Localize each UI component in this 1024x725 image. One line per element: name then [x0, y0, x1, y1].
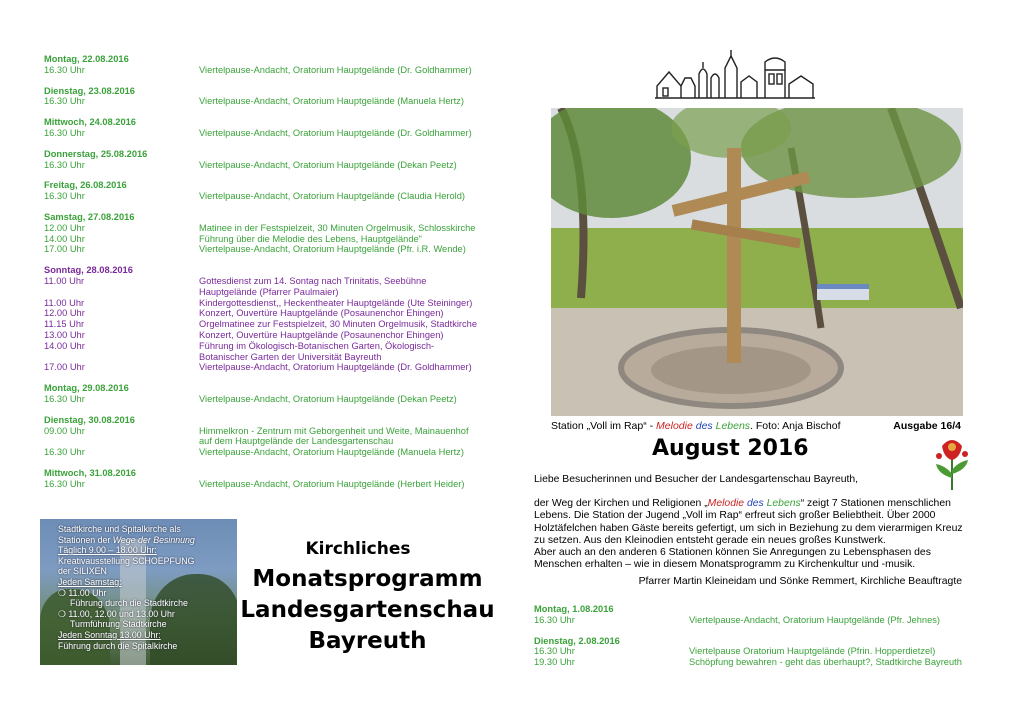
- event-time: 14.00 Uhr: [44, 233, 85, 244]
- event-row: [44, 362, 504, 373]
- day-date: Montag, 1.08.2016: [534, 604, 614, 614]
- event-row: [44, 447, 504, 458]
- event-row: [44, 436, 504, 447]
- event-time: 17.00 Uhr: [44, 244, 85, 255]
- day-date: Freitag, 26.08.2016: [44, 180, 127, 191]
- day-date: Dienstag, 23.08.2016: [44, 85, 135, 96]
- event-row: [44, 96, 504, 107]
- event-description: Viertelpause-Andacht, Oratorium Hauptgelände (Manuela Hertz): [199, 96, 464, 107]
- event-description: Konzert, Ouvertüre Hauptgelände (Posaunenchor Ehingen): [199, 329, 444, 340]
- event-description: Viertelpause-Andacht, Oratorium Hauptgelände (Dr. Goldhammer): [199, 362, 472, 373]
- event-row: [44, 276, 504, 287]
- station-photo: [551, 108, 963, 416]
- event-description: Führung über die Melodie des Lebens, Hauptgelände": [199, 233, 422, 244]
- event-row: [44, 160, 504, 171]
- event-description: Viertelpause-Andacht, Oratorium Hauptgelände (Dr. Goldhammer): [199, 127, 472, 138]
- info-line: Führung durch die Stadtkirche: [70, 598, 188, 609]
- event-description: Kindergottesdienst,, Heckentheater Hauptgelände (Ute Steininger): [199, 297, 473, 308]
- month-title: August 2016: [652, 436, 809, 461]
- event-row: [534, 657, 974, 668]
- event-row: [534, 646, 974, 657]
- event-time: 16.30 Uhr: [44, 159, 85, 170]
- day-date: Mittwoch, 31.08.2016: [44, 467, 136, 478]
- intro-paragraph: der Weg der Kirchen und Religionen „Melodie des Lebens“ zeigt 7 Stationen menschlichen Lebens. Die Station der Jugend „Voll im Rap“ erfreut sich großer Beliebtheit. Über 2000 Holztäfelchen haben Gäste bereits gefertigt, um sich in Beziehung zu dem vierarmigen Kreuz zu setzen. Aus den Kleinodien entsteht gerade ein neues großes Kunstwerk.: [534, 498, 963, 546]
- event-description: Viertelpause-Andacht, Oratorium Hauptgelände (Pfr. i.R. Wende): [199, 244, 466, 255]
- event-time: [44, 436, 199, 447]
- event-time: 16.30 Uhr: [44, 478, 85, 489]
- event-description: Orgelmatinee zur Festspielzeit, 30 Minuten Orgelmusik, Stadtkirche: [199, 319, 477, 330]
- event-row: [44, 244, 504, 255]
- bullet-icon: ❍: [58, 608, 69, 619]
- schedule-day: [44, 468, 504, 490]
- day-date: Mittwoch, 24.08.2016: [44, 117, 136, 128]
- event-time: [44, 352, 199, 363]
- day-date: Sonntag, 28.08.2016: [44, 265, 133, 276]
- info-line: Stationen der Wege der Besinnung: [58, 534, 195, 545]
- photo-caption: Station „Voll im Rap“ - Melodie des Lebens. Foto: Anja Bischof Ausgabe 16/4: [551, 420, 961, 432]
- event-description: Viertelpause-Andacht, Oratorium Hauptgelände (Claudia Herold): [199, 191, 465, 202]
- schedule-day: [44, 117, 504, 139]
- schedule-day: [44, 265, 504, 373]
- event-row: [44, 394, 504, 405]
- event-time: 13.00 Uhr: [44, 329, 85, 340]
- info-line: Stadtkirche und Spitalkirche als: [58, 524, 181, 534]
- event-time: 16.30 Uhr: [534, 614, 575, 625]
- event-time: 12.00 Uhr: [44, 222, 85, 233]
- title-kirchliches: Kirchliches: [305, 539, 411, 559]
- event-row: [44, 298, 504, 309]
- event-time: 11.15 Uhr: [44, 319, 85, 330]
- event-time: 16.30 Uhr: [44, 96, 85, 107]
- event-time: 16.30 Uhr: [44, 447, 85, 458]
- event-description: Gottesdienst zum 14. Sontag nach Trinitatis, Seebühne: [199, 275, 427, 286]
- intro-text: [534, 474, 964, 589]
- event-description: Viertelpause-Andacht, Oratorium Hauptgelände (Pfr. Jehnes): [689, 614, 940, 625]
- event-description: Himmelkron - Zentrum mit Geborgenheit und Weite, Mainauenhof: [199, 425, 469, 436]
- day-date: Samstag, 27.08.2016: [44, 211, 135, 222]
- event-description: Matinee in der Festspielzeit, 30 Minuten Orgelmusik, Schlosskirche: [199, 222, 476, 233]
- info-line: ❍ 11.00, 12.00 und 13.00 Uhr: [58, 608, 175, 619]
- day-date: Dienstag, 30.08.2016: [44, 414, 135, 425]
- event-time: 16.30 Uhr: [44, 393, 85, 404]
- event-description: Hauptgelände (Pfarrer Paulmaier): [199, 286, 339, 297]
- schedule-day: [534, 604, 974, 626]
- event-row: [44, 319, 504, 330]
- signature: Pfarrer Martin Kleineidam und Sönke Remmert, Kirchliche Beauftragte: [638, 576, 962, 588]
- event-time: 16.30 Uhr: [44, 127, 85, 138]
- church-info-box: [40, 519, 237, 665]
- event-time: 14.00 Uhr: [44, 340, 85, 351]
- event-time: 16.30 Uhr: [44, 64, 85, 75]
- event-description: auf dem Hauptgelände der Landesgartenschau: [199, 436, 394, 447]
- event-description: Viertelpause-Andacht, Oratorium Hauptgelände (Dekan Peetz): [199, 393, 457, 404]
- intro-paragraph: Aber auch an den anderen 6 Stationen können Sie Anregungen zu Lebensphasen des Menschen erhalten – wie in diesem Monatsprogramm zu Kirchenkultur und -musik.: [534, 547, 931, 571]
- event-row: [44, 479, 504, 490]
- schedule-day: [534, 636, 974, 668]
- issue-label: Ausgabe 16/4: [893, 420, 961, 432]
- event-description: Führung im Ökologisch-Botanischen Garten, Ökologisch-: [199, 340, 435, 351]
- event-row: [44, 223, 504, 234]
- event-row: [44, 191, 504, 202]
- info-line: Jeden Samstag:: [58, 576, 122, 587]
- event-description: Viertelpause-Andacht, Oratorium Hauptgelände (Herbert Heider): [199, 478, 465, 489]
- event-time: 11.00 Uhr: [44, 297, 85, 308]
- title-bayreuth: Bayreuth: [308, 628, 427, 654]
- event-time: 09.00 Uhr: [44, 425, 85, 436]
- event-time: [44, 287, 199, 298]
- day-date: Montag, 22.08.2016: [44, 54, 129, 64]
- church-skyline-icon: [655, 48, 815, 102]
- right-schedule: [534, 604, 974, 678]
- event-description: Viertelpause-Andacht, Oratorium Hauptgelände (Dekan Peetz): [199, 159, 457, 170]
- schedule-day: [44, 415, 504, 458]
- info-text: [58, 524, 236, 651]
- day-date: Donnerstag, 25.08.2016: [44, 148, 148, 159]
- left-schedule: [44, 54, 504, 500]
- info-line: Turmführung Stadtkirche: [70, 619, 167, 630]
- bullet-icon: ❍: [58, 587, 69, 598]
- schedule-day: [44, 86, 504, 108]
- event-row: [44, 341, 504, 352]
- schedule-day: [44, 54, 504, 76]
- info-line: Kreativausstellung SCHOEPFUNG: [58, 555, 195, 566]
- title-monatsprogramm: Monatsprogramm: [252, 566, 483, 592]
- event-row: [44, 65, 504, 76]
- event-description: Viertelpause Oratorium Hauptgelände (Pfrin. Hopperdietzel): [689, 646, 936, 657]
- event-row: [44, 287, 504, 298]
- schedule-day: [44, 383, 504, 405]
- event-description: Schöpfung bewahren - geht das überhaupt?, Stadtkirche Bayreuth: [689, 657, 962, 668]
- event-description: Konzert, Ouvertüre Hauptgelände (Posaunenchor Ehingen): [199, 308, 444, 319]
- day-date: Dienstag, 2.08.2016: [534, 635, 620, 646]
- event-description: Botanischer Garten der Universität Bayreuth: [199, 351, 382, 362]
- info-line: Täglich 9.00 – 18.00 Uhr:: [58, 545, 157, 556]
- info-line: Führung durch die Spitalkirche: [58, 640, 178, 651]
- event-time: 17.00 Uhr: [44, 362, 85, 373]
- event-description: Viertelpause-Andacht, Oratorium Hauptgelände (Manuela Hertz): [199, 447, 464, 458]
- event-row: [44, 128, 504, 139]
- event-time: 12.00 Uhr: [44, 308, 85, 319]
- title-landesgartenschau: Landesgartenschau: [240, 597, 495, 623]
- event-row: [44, 352, 504, 363]
- schedule-day: [44, 149, 504, 171]
- greeting: Liebe Besucherinnen und Besucher der Landesgartenschau Bayreuth,: [534, 474, 859, 485]
- event-row: [44, 330, 504, 341]
- info-line: ❍ 11.00 Uhr: [58, 587, 107, 598]
- event-row: [44, 308, 504, 319]
- info-line: der SILIXEN: [58, 566, 107, 577]
- day-date: Montag, 29.08.2016: [44, 383, 129, 394]
- event-time: 16.30 Uhr: [44, 191, 85, 202]
- event-time: 19.30 Uhr: [534, 657, 575, 668]
- event-row: [44, 426, 504, 437]
- event-time: 16.30 Uhr: [534, 646, 575, 657]
- event-row: [534, 615, 974, 626]
- schedule-day: [44, 180, 504, 202]
- event-time: 11.00 Uhr: [44, 275, 85, 286]
- info-line: Jeden Sonntag 13.00 Uhr:: [58, 629, 161, 640]
- event-description: Viertelpause-Andacht, Oratorium Hauptgelände (Dr. Goldhammer): [199, 64, 472, 75]
- schedule-day: [44, 212, 504, 255]
- event-row: [44, 234, 504, 245]
